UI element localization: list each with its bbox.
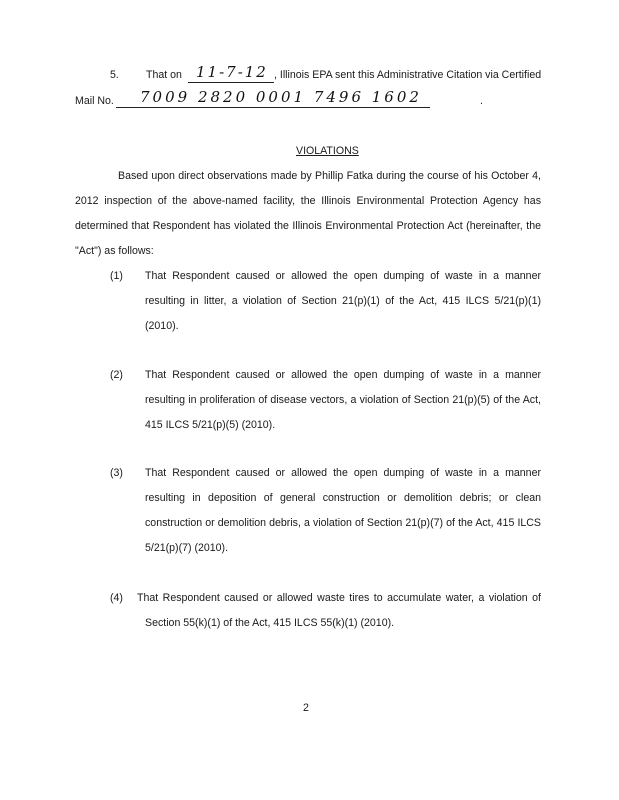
violation-number: (3) bbox=[110, 467, 123, 479]
paragraph-continuation: , Illinois EPA sent this Administrative Citation via Certified bbox=[274, 69, 542, 81]
violation-text-line: resulting in litter, a violation of Section 21(p)(1) of the Act, 415 ILCS 5/21(p)(1) bbox=[145, 295, 541, 307]
violation-number: (1) bbox=[110, 270, 123, 282]
intro-line-2: 2012 inspection of the above-named facility, the Illinois Environmental Protection Agency has bbox=[75, 195, 541, 207]
violation-text-line: resulting in proliferation of disease vectors, a violation of Section 21(p)(5) of the Act, bbox=[145, 394, 541, 406]
page-number: 2 bbox=[303, 702, 309, 714]
trailing-period: . bbox=[480, 95, 483, 107]
violation-text-line: resulting in deposition of general construction or demolition debris; or clean bbox=[145, 492, 541, 504]
violation-number: (2) bbox=[110, 369, 123, 381]
violation-text-line: Section 55(k)(1) of the Act, 415 ILCS 55(k)(1) (2010). bbox=[145, 617, 395, 629]
violation-text-line: construction or demolition debris, a violation of Section 21(p)(7) of the Act, 415 ILCS bbox=[145, 517, 541, 529]
intro-line-4: "Act") as follows: bbox=[75, 245, 154, 257]
date-underline bbox=[188, 82, 274, 83]
paragraph-lead: That on bbox=[146, 69, 182, 81]
mail-number-underline bbox=[116, 107, 430, 108]
violation-text-line: That Respondent caused or allowed the open dumping of waste in a manner bbox=[145, 467, 541, 479]
violation-text-line: That Respondent caused or allowed the open dumping of waste in a manner bbox=[145, 270, 541, 282]
paragraph-number: 5. bbox=[110, 69, 119, 81]
intro-line-1: Based upon direct observations made by Phillip Fatka during the course of his October 4, bbox=[118, 170, 541, 182]
handwritten-mail-number: 7009 2820 0001 7496 1602 bbox=[140, 88, 422, 106]
violation-number: (4) bbox=[110, 592, 123, 604]
violation-text-line: (2010). bbox=[145, 320, 179, 332]
handwritten-date: 11-7-12 bbox=[196, 63, 268, 81]
intro-line-3: determined that Respondent has violated the Illinois Environmental Protection Act (hereinafter, the bbox=[75, 220, 541, 232]
violations-heading: VIOLATIONS bbox=[296, 145, 359, 157]
violation-text-line: That Respondent caused or allowed waste tires to accumulate water, a violation of bbox=[137, 592, 541, 604]
violation-text-line: That Respondent caused or allowed the open dumping of waste in a manner bbox=[145, 369, 541, 381]
violation-text-line: 5/21(p)(7) (2010). bbox=[145, 542, 229, 554]
violation-text-line: 415 ILCS 5/21(p)(5) (2010). bbox=[145, 419, 276, 431]
mail-label: Mail No. bbox=[75, 95, 114, 107]
